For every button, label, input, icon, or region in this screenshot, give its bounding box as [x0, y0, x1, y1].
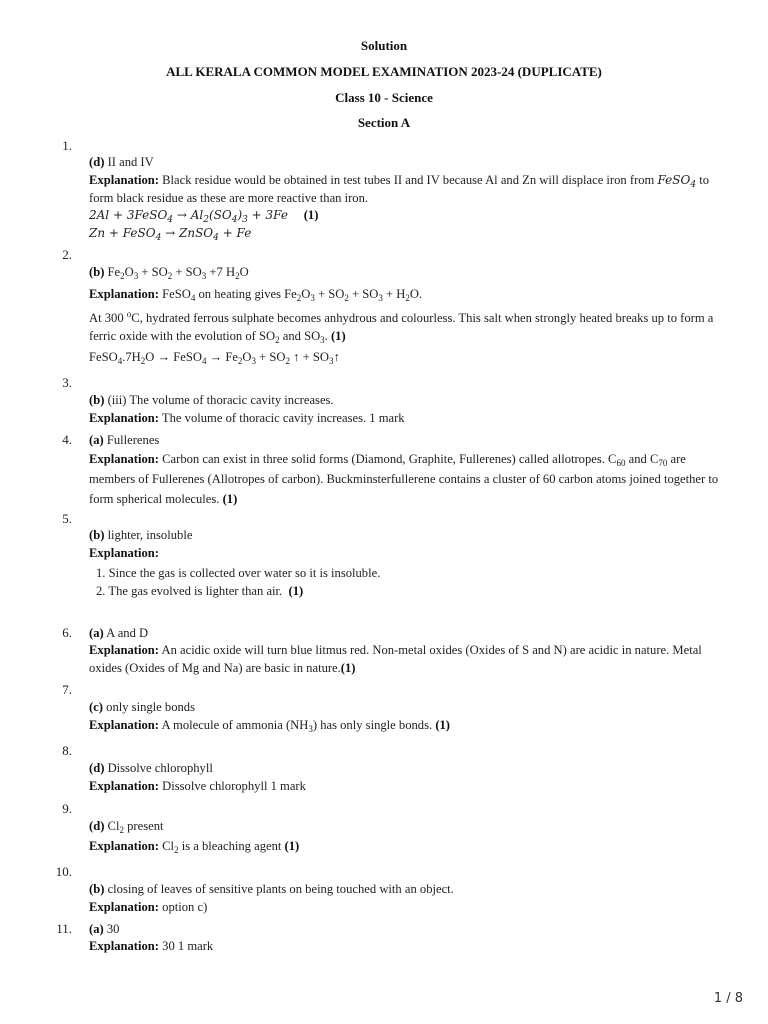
- list-item: 1. Since the gas is collected over water so it is insoluble.: [96, 566, 381, 580]
- q9-explanation: Explanation: $Cl_2$ is a bleaching agent (1): [89, 839, 300, 855]
- page-number: 1 / 8: [713, 991, 743, 1006]
- q4-explanation: Explanation: Carbon can exist in three solid forms (Diamond, Graphite, Fullerenes) called allotropes. $C_{60}$ and $C_{70}$ are members of Fullerenes (Allotropes of carbon). Buckminsterfullerene contains a cluster of 60 carbon atoms joined together to form spherical molecules. (1): [89, 452, 719, 506]
- question-number: 5.: [62, 511, 72, 526]
- question-number: 1.: [62, 138, 72, 153]
- question-number: 4.: [62, 432, 72, 447]
- question-number: 9.: [62, 801, 72, 816]
- exam-title: ALL KERALA COMMON MODEL EXAMINATION 2023-24 (DUPLICATE): [166, 64, 602, 79]
- question-number: 11.: [56, 921, 72, 936]
- q1-answer: (d) II and IV: [89, 155, 154, 169]
- q11-answer: (a) 30: [89, 922, 120, 936]
- q6-explanation: Explanation: An acidic oxide will turn blue litmus red. Non-metal oxides (Oxides of S and N) are acidic in nature. Metal oxides (Oxides of Mg and Na) are basic in nature.(1): [89, 643, 702, 675]
- q8-answer: (d) Dissolve chlorophyll: [89, 761, 213, 775]
- q2-equation: $FeSO_4.7H_2O$ → FeSO$_4$ → $Fe_2O_3 + SO_2$ ↑ + $SO_3↑$: [89, 350, 340, 366]
- q2-explanation: Explanation: FeSO$_4$ on heating gives $Fe_2O_3 + SO_2 + SO_3 + H_2O$.: [89, 287, 423, 303]
- q1-equation-2: Zn + FeSO$_4$ → ZnSO$_4$ + Fe: [89, 226, 252, 243]
- q10-answer: (b) closing of leaves of sensitive plants on being touched with an object.: [89, 882, 454, 896]
- list-item: 2. The gas evolved is lighter than air. (1): [96, 584, 304, 598]
- question-number: 3.: [62, 375, 72, 390]
- q5-answer: (b) lighter, insoluble: [89, 528, 193, 542]
- q7-answer: (c) only single bonds: [89, 700, 195, 714]
- question-number: 6.: [62, 625, 72, 640]
- question-number: 10.: [55, 864, 72, 879]
- question-number: 2.: [62, 247, 72, 262]
- q1-explanation: Explanation: Black residue would be obtained in test tubes II and IV because Al and Zn will displace iron from FeSO$_4$ to form black residue as these are more reactive than iron.: [89, 173, 710, 205]
- q10-explanation: Explanation: option c): [89, 900, 208, 914]
- q3-explanation: Explanation: The volume of thoracic cavity increases. 1 mark: [89, 411, 405, 425]
- q5-explanation-label: Explanation:: [89, 546, 159, 560]
- q11-explanation: Explanation: 30 1 mark: [89, 939, 214, 953]
- q7-explanation: Explanation: A molecule of ammonia $(NH_3)$ has only single bonds. (1): [89, 718, 450, 734]
- question-number: 8.: [62, 743, 72, 758]
- q6-answer: (a) A and D: [89, 626, 149, 640]
- q2-paragraph: At 300 $^o$C, hydrated ferrous sulphate becomes anhydrous and colourless. This salt when strongly heated breaks up to form a ferric oxide with the evolution of $SO_2$ and $SO_3$. (1): [89, 309, 714, 345]
- question-number: 7.: [62, 682, 72, 697]
- q1-equation-1: 2Al + 3FeSO$_4$ → $Al_2(SO_4)_3 + 3Fe$ (1): [89, 208, 319, 225]
- section-heading: Section A: [357, 115, 411, 130]
- solution-title: Solution: [360, 38, 408, 53]
- q4-answer: (a) Fullerenes: [89, 433, 160, 447]
- class-subject: Class 10 - Science: [335, 90, 433, 105]
- q2-answer: (b) $Fe_2O_3 + SO_2 + SO_3 +7$ $H_2O$: [89, 265, 249, 281]
- q8-explanation: Explanation: Dissolve chlorophyll 1 mark: [89, 779, 306, 793]
- q3-answer: (b) (iii) The volume of thoracic cavity increases.: [89, 393, 334, 407]
- q9-answer: (d) $Cl_2$ present: [89, 819, 164, 835]
